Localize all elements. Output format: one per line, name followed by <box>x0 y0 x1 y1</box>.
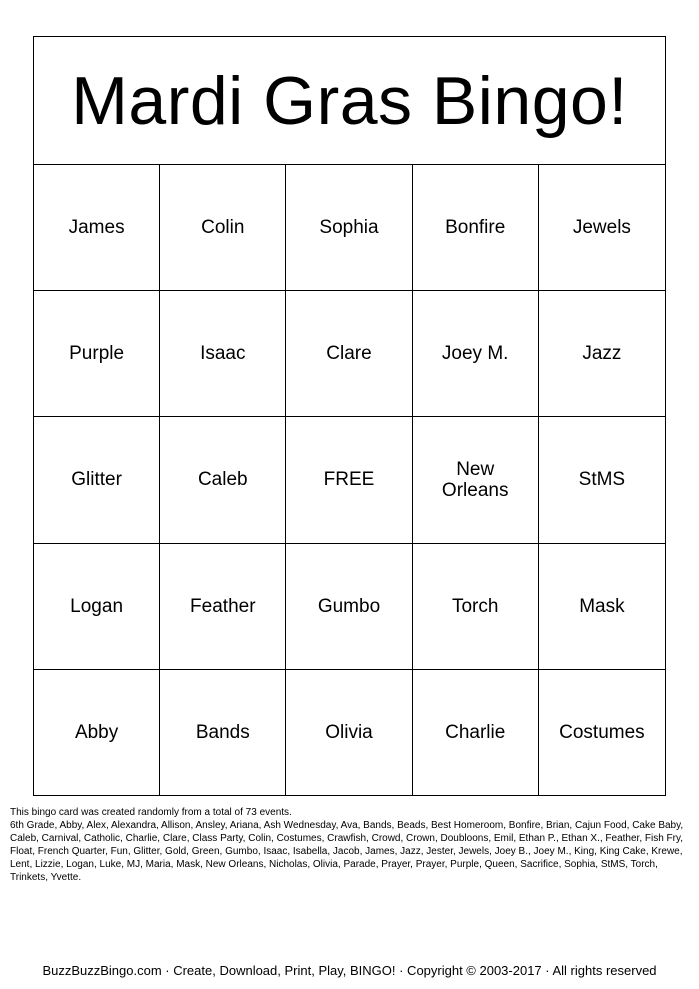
bingo-cell: Colin <box>160 165 286 291</box>
bingo-cell: Mask <box>539 544 665 670</box>
bingo-cell: Feather <box>160 544 286 670</box>
bingo-card <box>33 36 666 796</box>
card-notes <box>10 806 690 884</box>
bingo-cell: New Orleans <box>413 417 539 543</box>
bingo-cell: Joey M. <box>413 291 539 417</box>
bingo-cell: Olivia <box>286 670 412 796</box>
card-title: Mardi Gras Bingo! <box>34 37 665 165</box>
bingo-cell: Clare <box>286 291 412 417</box>
bingo-cell: Gumbo <box>286 544 412 670</box>
bingo-cell: StMS <box>539 417 665 543</box>
event-list: 6th Grade, Abby, Alex, Alexandra, Allison, Ansley, Ariana, Ash Wednesday, Ava, Bands, Beads, Best Homeroom, Bonfire, Brian, Cajun Food, Cake Baby, Caleb, Carnival, Catholic, Charlie, Clare, Class Party, Colin, Costumes, Crawfish, Crowd, Crown, Doubloons, Emil, Ethan P., Ethan X., Feather, Fish Fry, Float, French Quarter, Fun, Glitter, Gold, Green, Gumbo, Isaac, Isabella, Jacob, James, Jazz, Jester, Jewels, Joey B., Joey M., King, King Cake, Krewe, Lent, Lizzie, Logan, Luke, MJ, Maria, Mask, New Orleans, Nicholas, Olivia, Parade, Prayer, Prayer, Purple, Queen, Sacrifice, Sophia, StMS, Torch, Trinkets, Yvette. <box>10 820 684 883</box>
site-footer: BuzzBuzzBingo.com · Create, Download, Print, Play, BINGO! · Copyright © 2003-2017 · All rights reserved <box>42 963 657 978</box>
bingo-cell: Charlie <box>413 670 539 796</box>
notes-intro: This bingo card was created randomly from a total of 73 events. <box>10 807 292 818</box>
bingo-cell: Torch <box>413 544 539 670</box>
bingo-cell: Purple <box>34 291 160 417</box>
bingo-cell: Abby <box>34 670 160 796</box>
bingo-cell: Glitter <box>34 417 160 543</box>
bingo-cell: Bonfire <box>413 165 539 291</box>
bingo-cell: Jazz <box>539 291 665 417</box>
bingo-cell: Isaac <box>160 291 286 417</box>
bingo-grid <box>34 165 665 796</box>
bingo-cell: James <box>34 165 160 291</box>
bingo-cell: Caleb <box>160 417 286 543</box>
bingo-cell: Costumes <box>559 722 645 744</box>
bingo-cell: Sophia <box>286 165 412 291</box>
bingo-cell: Bands <box>160 670 286 796</box>
free-space-cell: FREE <box>286 417 412 543</box>
bingo-cell: Jewels <box>539 165 665 291</box>
bingo-cell: Logan <box>34 544 160 670</box>
